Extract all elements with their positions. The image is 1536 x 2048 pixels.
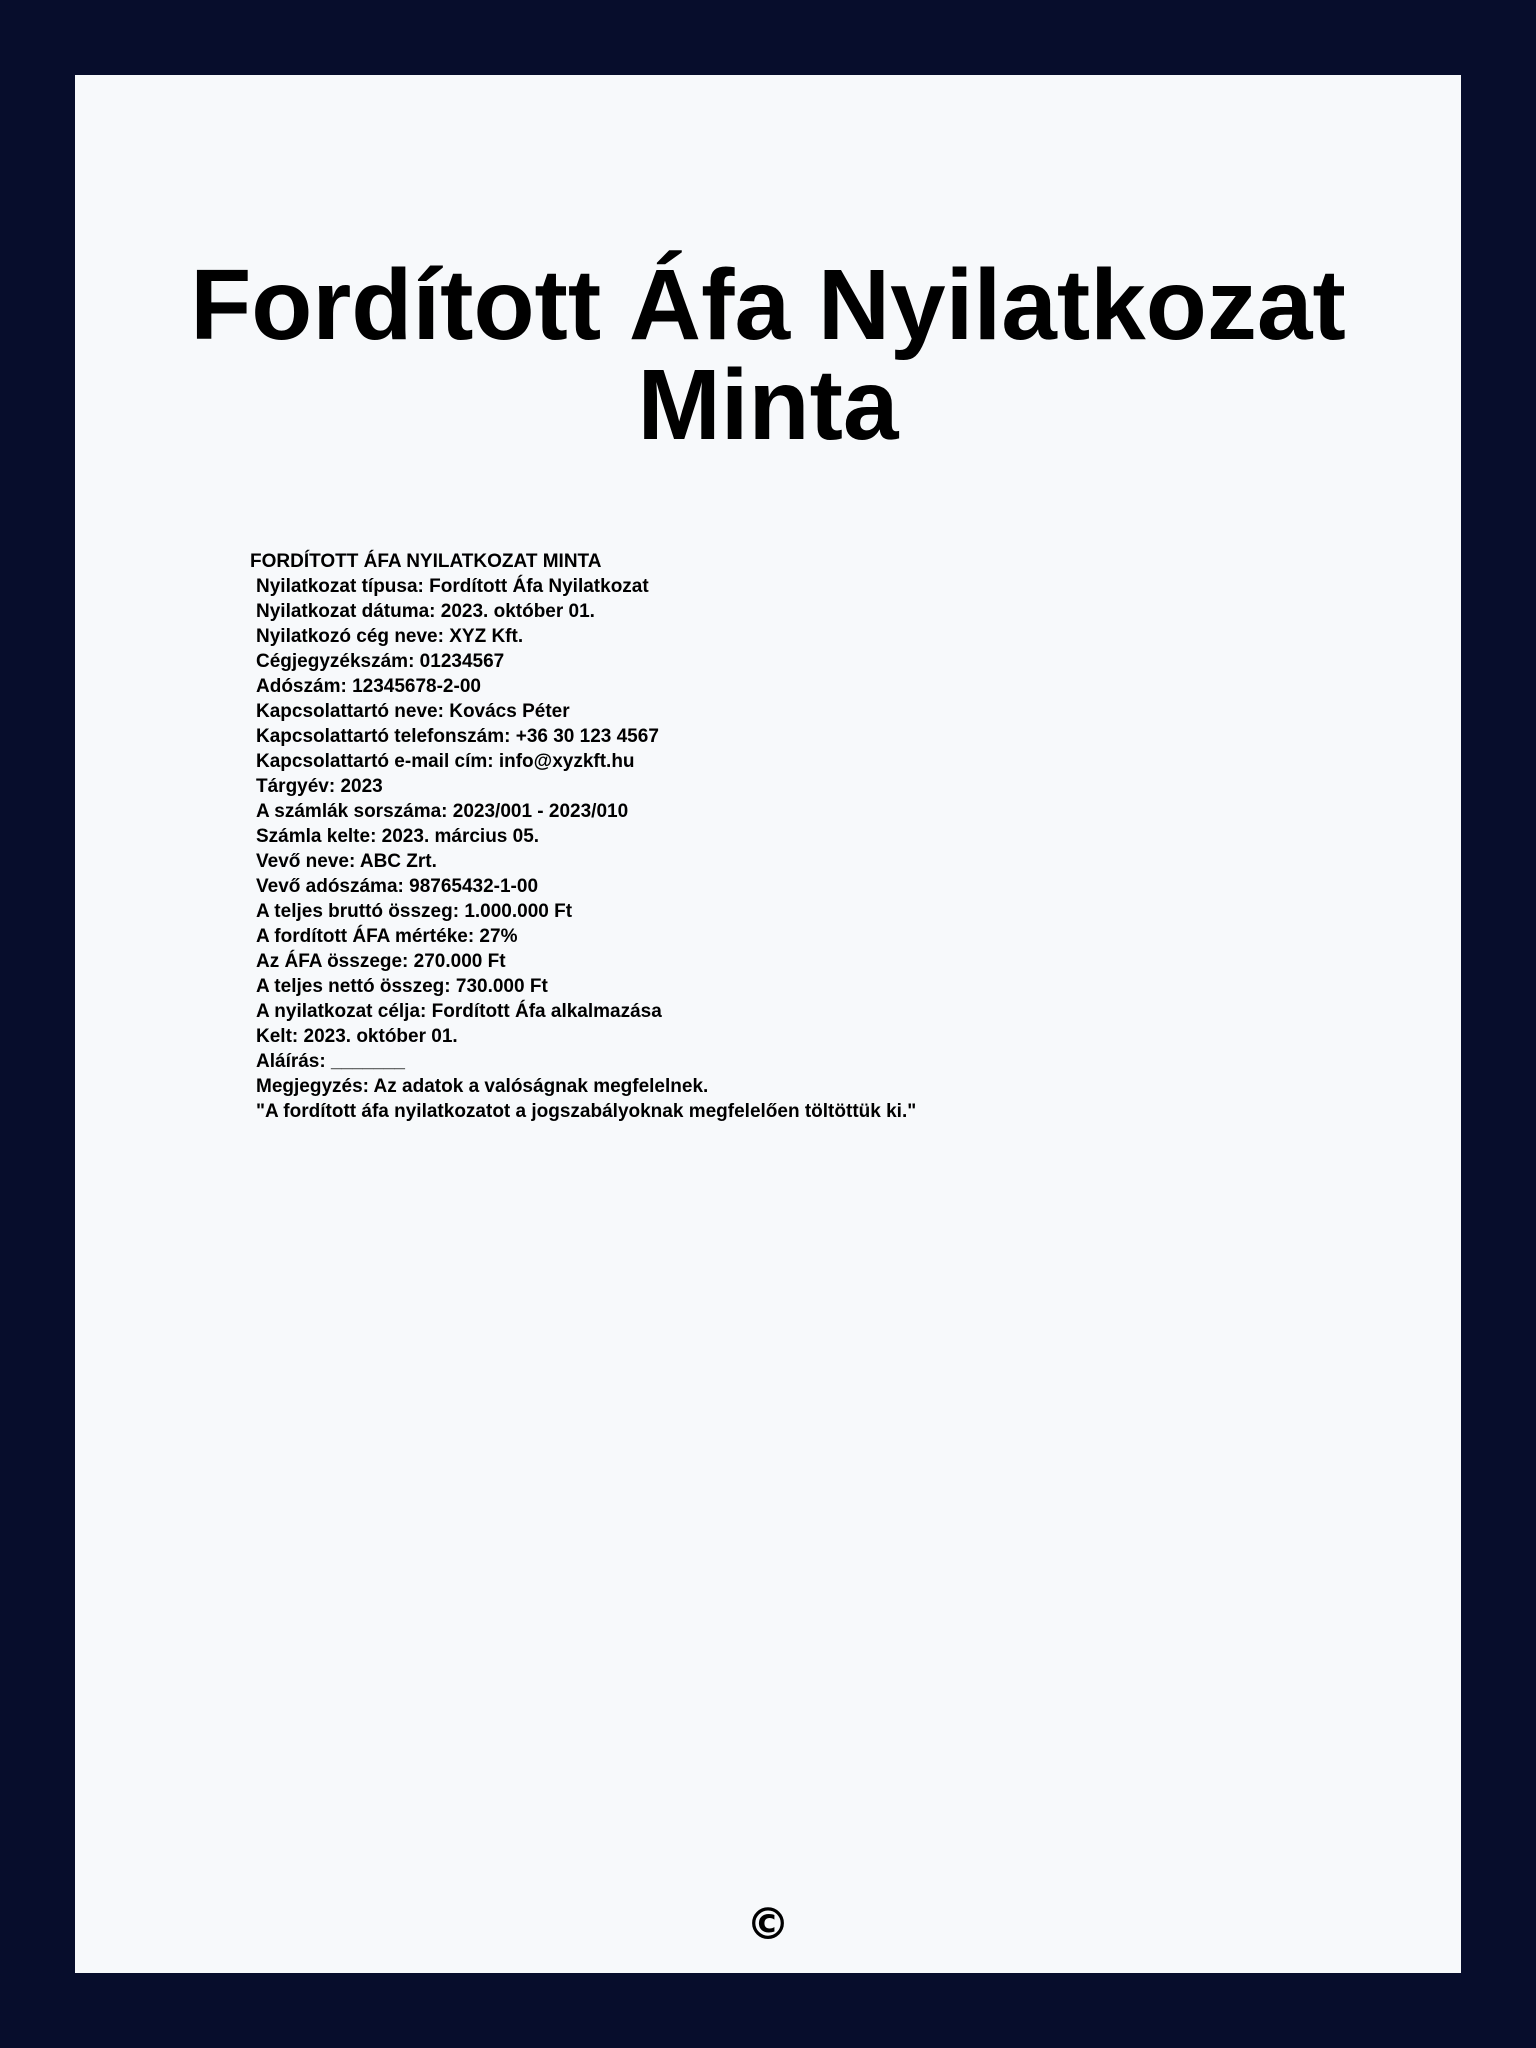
invoice-date: Számla kelte: 2023. március 05. [256,826,540,847]
subject-year: Tárgyév: 2023 [256,776,383,797]
buyer-name: Vevő neve: ABC Zrt. [256,851,437,872]
tax-number: Adószám: 12345678-2-00 [256,676,481,697]
contact-name: Kapcsolattartó neve: Kovács Péter [256,701,570,722]
vat-amount: Az ÁFA összege: 270.000 Ft [256,951,506,972]
declaration-purpose: A nyilatkozat célja: Fordított Áfa alkalmazása [256,1001,662,1022]
declaration-type: Nyilatkozat típusa: Fordított Áfa Nyilatkozat [256,576,649,597]
document-title: Fordított Áfa Nyilatkozat Minta [190,249,1346,461]
document-page [75,75,1461,1973]
declaration-date: Nyilatkozat dátuma: 2023. október 01. [256,601,595,622]
gross-amount: A teljes bruttó összeg: 1.000.000 Ft [256,901,573,922]
closing-statement: "A fordított áfa nyilatkozatot a jogszabályoknak megfelelően töltöttük ki." [256,1101,917,1122]
document-heading: FORDÍTOTT ÁFA NYILATKOZAT MINTA [250,551,602,572]
company-name: Nyilatkozó cég neve: XYZ Kft. [256,626,524,647]
buyer-tax-number: Vevő adószáma: 98765432-1-00 [256,876,539,897]
contact-phone: Kapcsolattartó telefonszám: +36 30 123 4567 [256,726,659,747]
issue-date: Kelt: 2023. október 01. [256,1026,458,1047]
document-body [250,549,1350,1124]
contact-email: Kapcsolattartó e-mail cím: info@xyzkft.hu [256,751,635,772]
copyright-icon: © [746,1899,790,1950]
note: Megjegyzés: Az adatok a valóságnak megfelelnek. [256,1076,709,1097]
vat-rate: A fordított ÁFA mértéke: 27% [256,926,518,947]
signature-line: Aláírás: _______ [256,1051,405,1072]
net-amount: A teljes nettó összeg: 730.000 Ft [256,976,548,997]
invoice-serial-numbers: A számlák sorszáma: 2023/001 - 2023/010 [256,801,629,822]
company-registration-number: Cégjegyzékszám: 01234567 [256,651,505,672]
